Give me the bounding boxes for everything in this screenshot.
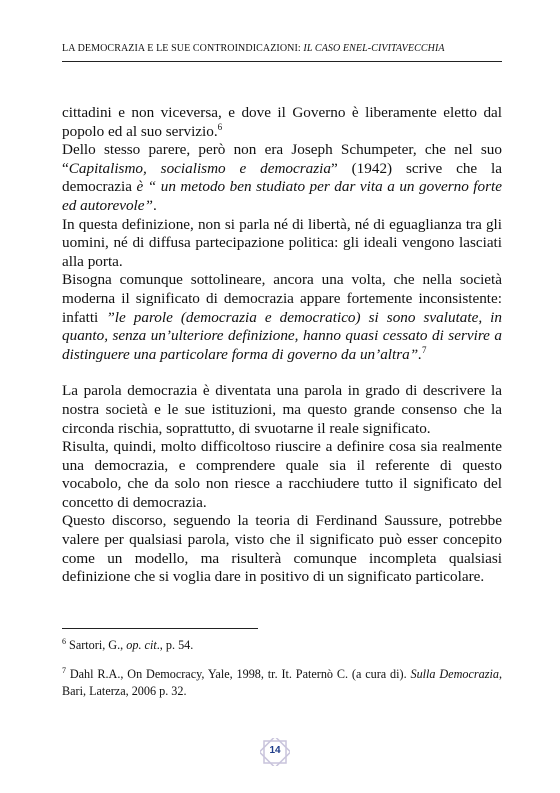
footnote-ref-6: 6 — [217, 121, 223, 132]
footnotes — [62, 637, 502, 712]
footnote-7-text-a: Dahl R.A., On Democracy, Yale, 1998, tr. It. Paternò C. (a cura di). — [66, 667, 411, 681]
header-subtitle: IL CASO ENEL-CIVITAVECCHIA — [303, 43, 445, 54]
footnote-6-text-c: ., p. 54. — [156, 638, 194, 652]
body-text — [62, 104, 502, 587]
dahl-quote: ”le parole (democrazia e democratico) si sono svalutate, in quanto, senza un’ulteriore definizione, hanno quasi cessato di servire a distinguere una particolare forma di governo da un’altra”. — [62, 308, 502, 363]
paragraph-3 — [62, 216, 502, 272]
paragraph-5-text: La parola democrazia è diventata una parola in grado di descrivere la nostra società e le sue istituzioni, ma questo grande consenso che la circonda rischia, soprattutto, di svuotarne il reale significato. — [62, 382, 502, 437]
header-rule — [62, 61, 502, 62]
paragraph-7-text: Questo discorso, seguendo la teoria di Ferdinand Saussure, potrebbe valere per qualsiasi parola, visto che il significato può esser concepito come un modello, ma risulterà comunque incompleta qualsiasi definizione che si voglia dare in positivo di un significato particolare. — [62, 512, 502, 586]
running-header — [62, 43, 502, 54]
footnote-6-text-a: Sartori, G., — [66, 638, 127, 652]
paragraph-4 — [62, 271, 502, 364]
paragraph-1 — [62, 104, 502, 141]
paragraph-1-text: cittadini e non viceversa, e dove il Governo è liberamente eletto dal popolo ed al suo servizio. — [62, 104, 502, 140]
footnote-6-italic: op. cit — [126, 638, 157, 652]
footnote-7-text-c: , Bari, Laterza, 2006 p. 32. — [62, 667, 502, 698]
paragraph-6-text: Risulta, quindi, molto difficoltoso riuscire a definire cosa sia realmente una democrazia, e comprendere quale sia il referente di questo vocabolo, che da solo non riesce a racchiudere tutto il significato del concetto di democrazia. — [62, 438, 502, 511]
paragraph-2-text-a: Dello stesso parere, però non era Joseph Schumpeter, che nel suo “ — [62, 141, 502, 177]
paragraph-5 — [62, 382, 502, 438]
paragraph-3-text: In questa definizione, non si parla né di libertà, né di eguaglianza tra gli uomini, né di diffusa partecipazione politica: gli ideali vengono lasciati alla porta. — [62, 215, 502, 270]
footnote-6 — [62, 637, 502, 654]
footnote-rule — [62, 628, 258, 629]
paragraph-7 — [62, 512, 502, 586]
footnote-7 — [62, 666, 502, 700]
footnote-6-number: 6 — [62, 637, 66, 646]
book-title: Capitalismo, socialismo e democrazia — [68, 159, 331, 177]
paragraph-6 — [62, 438, 502, 512]
footnote-7-italic: Sulla Democrazia — [410, 667, 499, 681]
page-number: 14 — [269, 745, 281, 756]
paragraph-2-text-e: . — [152, 196, 157, 214]
schumpeter-quote: è “ un metodo ben studiato per dar vita a un governo forte ed autorevole” — [62, 178, 502, 214]
paragraph-4-text-a: Bisogna comunque sottolineare, ancora una volta, che nella società moderna il significato di democrazia appare fortemente inconsistente: infatti — [62, 271, 502, 326]
footnote-7-number: 7 — [62, 666, 66, 675]
paragraph-2-text-c: ” (1942) scrive che la democrazia — [62, 159, 503, 196]
paragraph-2 — [62, 141, 502, 215]
footnote-ref-7: 7 — [421, 344, 427, 355]
page-number-badge — [260, 738, 290, 766]
header-title: LA DEMOCRAZIA E LE SUE CONTROINDICAZIONI: — [62, 43, 304, 54]
